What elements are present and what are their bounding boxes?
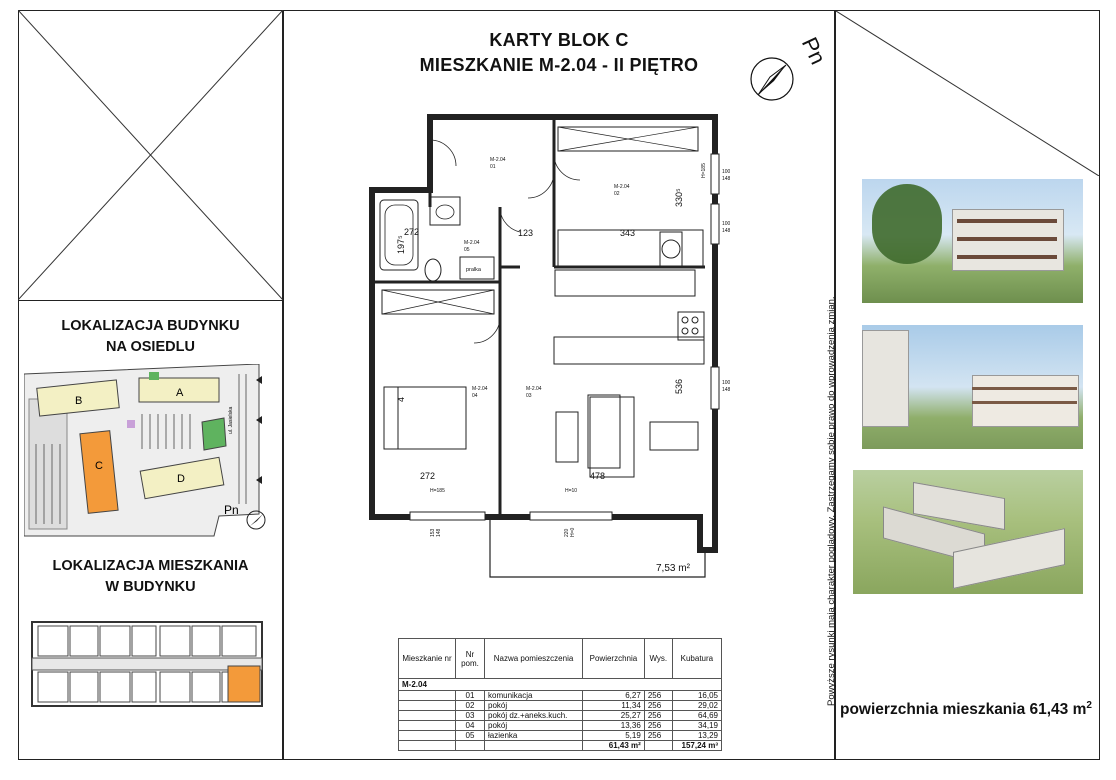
room-02-tag: M-2.04 <box>614 184 630 190</box>
table-flat-row <box>399 679 722 691</box>
cell-volume: 16,05 <box>672 691 721 701</box>
disclaimer: Powyższe rysunki mają charakter poglądowy. Zastrzegamy sobie prawo do wprowadzenia zmian. <box>826 296 837 706</box>
cell-height: 256 <box>644 701 672 711</box>
building-d-label: D <box>177 473 185 485</box>
location-building-title <box>18 316 283 358</box>
win2-a: 100 <box>722 221 730 227</box>
building-floor-plan <box>30 618 265 710</box>
cell-name: pokój dz.+aneks.kuch. <box>485 711 583 721</box>
room-04-num: 04 <box>472 393 478 399</box>
dim-220: 220 <box>564 528 570 537</box>
location-building-title-line2: NA OSIEDLU <box>106 339 195 355</box>
cell-volume: 13,29 <box>672 731 721 741</box>
render-photo-2 <box>862 325 1083 449</box>
cell-name: komunikacja <box>485 691 583 701</box>
cell-volume: 64,69 <box>672 711 721 721</box>
building-c-label: C <box>95 460 103 472</box>
win1-b: 148 <box>722 176 730 182</box>
cell-nr: 01 <box>456 691 485 701</box>
cell-nr: 05 <box>456 731 485 741</box>
laundry-label: pralka <box>466 267 481 273</box>
placeholder-cross-right <box>836 11 1099 176</box>
win1-a: 100 <box>722 169 730 175</box>
render-photo-3 <box>853 470 1083 594</box>
cell-area: 6,27 <box>583 691 645 701</box>
dim-272-top: 272 <box>404 227 420 237</box>
left-divider <box>18 300 283 301</box>
dim-343: 343 <box>620 228 636 238</box>
col-header-height: Wys. <box>644 639 672 679</box>
cell-area: 13,36 <box>583 721 645 731</box>
col-header-area: Powierzchnia <box>583 639 645 679</box>
location-flat-title-line1: LOKALIZACJA MIESZKANIA <box>52 558 249 574</box>
street-label: ul. Jasielska <box>228 406 234 434</box>
total-volume: 157,24 m³ <box>672 741 721 751</box>
h10: H=10 <box>565 488 578 494</box>
dim-153: 153 <box>430 528 436 537</box>
room-05-num: 05 <box>464 247 470 253</box>
cell-area: 11,34 <box>583 701 645 711</box>
site-map <box>24 364 274 544</box>
cell-volume: 34,19 <box>672 721 721 731</box>
location-building-title-line1: LOKALIZACJA BUDYNKU <box>61 318 240 334</box>
north-compass-icon <box>748 55 796 103</box>
win2-b: 148 <box>722 228 730 234</box>
col-header-nr: Nr pom. <box>456 639 485 679</box>
room-01-num: 01 <box>490 164 496 170</box>
building-b-label: B <box>75 395 83 407</box>
cell-nr: 02 <box>456 701 485 711</box>
cell-name: pokój <box>485 701 583 711</box>
site-north-label: Pn <box>224 503 239 517</box>
location-flat-title <box>18 556 283 598</box>
h185-a: H=185 <box>701 163 707 178</box>
dim-536: 536 <box>674 378 684 394</box>
h0: H=0 <box>570 527 576 537</box>
room-02-num: 02 <box>614 191 620 197</box>
table-row <box>399 691 722 701</box>
room-05-tag: M-2.04 <box>464 240 480 246</box>
dim-148: 148 <box>436 528 442 537</box>
table-row <box>399 721 722 731</box>
dim-272-bottom: 272 <box>420 471 436 481</box>
dim-4: 4 <box>396 396 406 402</box>
cell-height: 256 <box>644 691 672 701</box>
north-label: Pn <box>796 33 831 69</box>
win3-a: 100 <box>722 380 730 386</box>
table-row <box>399 701 722 711</box>
col-header-volume: Kubatura <box>672 639 721 679</box>
cell-name: łazienka <box>485 731 583 741</box>
room-03-num: 03 <box>526 393 532 399</box>
cell-height: 256 <box>644 721 672 731</box>
h185-b: H=185 <box>430 488 445 494</box>
apartment-floor-plan <box>360 112 730 592</box>
dim-197: 197⁵ <box>396 235 406 254</box>
table-flat-id: M-2.04 <box>399 679 722 691</box>
cell-volume: 29,02 <box>672 701 721 711</box>
rooms-table <box>398 638 722 751</box>
dim-123: 123 <box>518 228 534 238</box>
table-row <box>399 711 722 721</box>
location-flat-title-line2: W BUDYNKU <box>105 579 196 595</box>
total-area: 61,43 m² <box>583 741 645 751</box>
title-line1: KARTY BLOK C <box>489 30 629 50</box>
table-row <box>399 731 722 741</box>
table-total-row <box>399 741 722 751</box>
building-a-label: A <box>176 387 184 399</box>
placeholder-cross <box>18 10 283 300</box>
dim-478: 478 <box>590 471 606 481</box>
render-photo-1 <box>862 179 1083 303</box>
flat-area-total <box>840 700 1092 719</box>
room-03-tag: M-2.04 <box>526 386 542 392</box>
room-04-tag: M-2.04 <box>472 386 488 392</box>
dim-330: 330⁵ <box>674 188 684 207</box>
cell-nr: 03 <box>456 711 485 721</box>
col-header-name: Nazwa pomieszczenia <box>485 639 583 679</box>
balcony-area: 7,53 m² <box>656 563 690 574</box>
col-header-flat: Mieszkanie nr <box>399 639 456 679</box>
flat-area-sup: 2 <box>1086 700 1092 711</box>
cell-nr: 04 <box>456 721 485 731</box>
table-header-row <box>399 639 722 679</box>
title-line2: MIESZKANIE M-2.04 - II PIĘTRO <box>419 55 699 75</box>
cell-height: 256 <box>644 731 672 741</box>
cell-name: pokój <box>485 721 583 731</box>
cell-area: 5,19 <box>583 731 645 741</box>
cell-area: 25,27 <box>583 711 645 721</box>
win3-b: 148 <box>722 387 730 393</box>
flat-area-label: powierzchnia mieszkania 61,43 m <box>840 701 1087 719</box>
room-01-tag: M-2.04 <box>490 157 506 163</box>
cell-height: 256 <box>644 711 672 721</box>
